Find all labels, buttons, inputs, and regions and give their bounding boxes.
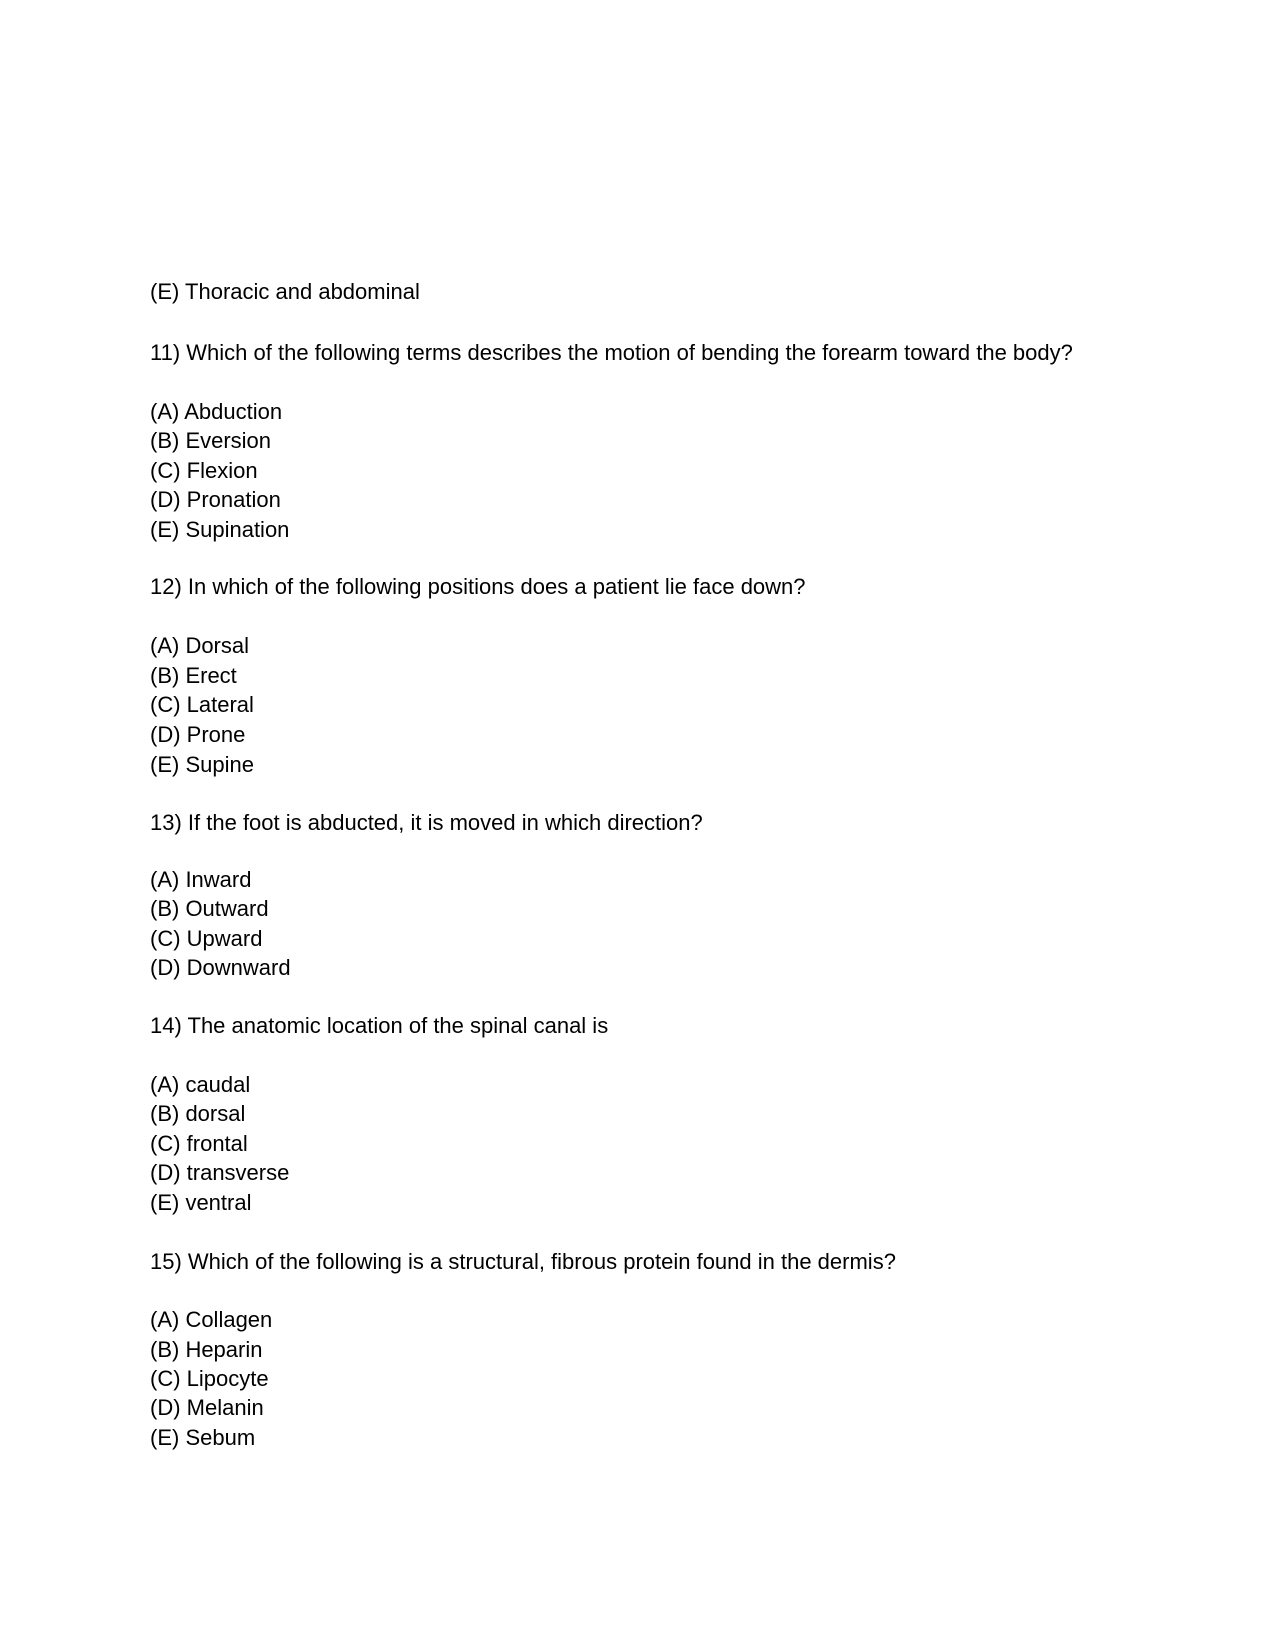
question-11-option-a: (A) Abduction (150, 399, 283, 424)
carryover-option: (E) Thoracic and abdominal (150, 279, 420, 304)
question-15-option-e: (E) Sebum (150, 1425, 256, 1450)
question-13-option-a: (A) Inward (150, 867, 252, 892)
question-13-prompt: 13) If the foot is abducted, it is moved in which direction? (150, 810, 703, 835)
question-11-option-e: (E) Supination (150, 517, 290, 542)
question-13-option-c: (C) Upward (150, 926, 263, 951)
question-13-option-d: (D) Downward (150, 955, 291, 980)
question-13-option-b: (B) Outward (150, 896, 269, 921)
question-15-option-a: (A) Collagen (150, 1307, 273, 1332)
question-15-option-d: (D) Melanin (150, 1395, 264, 1420)
question-12-option-b: (B) Erect (150, 663, 237, 688)
question-12-prompt: 12) In which of the following positions does a patient lie face down? (150, 574, 806, 599)
question-11-option-c: (C) Flexion (150, 458, 258, 483)
question-12-option-a: (A) Dorsal (150, 633, 250, 658)
question-12-option-d: (D) Prone (150, 722, 246, 747)
question-14-option-e: (E) ventral (150, 1190, 252, 1215)
question-15-prompt: 15) Which of the following is a structural, fibrous protein found in the dermis? (150, 1249, 896, 1274)
question-14-prompt: 14) The anatomic location of the spinal canal is (150, 1013, 609, 1038)
question-14-option-d: (D) transverse (150, 1160, 290, 1185)
question-14-option-c: (C) frontal (150, 1131, 248, 1156)
question-11-prompt: 11) Which of the following terms describes the motion of bending the forearm toward the body? (150, 340, 1073, 365)
question-14-option-b: (B) dorsal (150, 1101, 246, 1126)
question-12-option-c: (C) Lateral (150, 692, 254, 717)
question-11-option-b: (B) Eversion (150, 428, 272, 453)
question-12-option-e: (E) Supine (150, 752, 254, 777)
question-11-option-d: (D) Pronation (150, 487, 281, 512)
question-14-option-a: (A) caudal (150, 1072, 251, 1097)
question-15-option-b: (B) Heparin (150, 1337, 263, 1362)
question-15-option-c: (C) Lipocyte (150, 1366, 269, 1391)
